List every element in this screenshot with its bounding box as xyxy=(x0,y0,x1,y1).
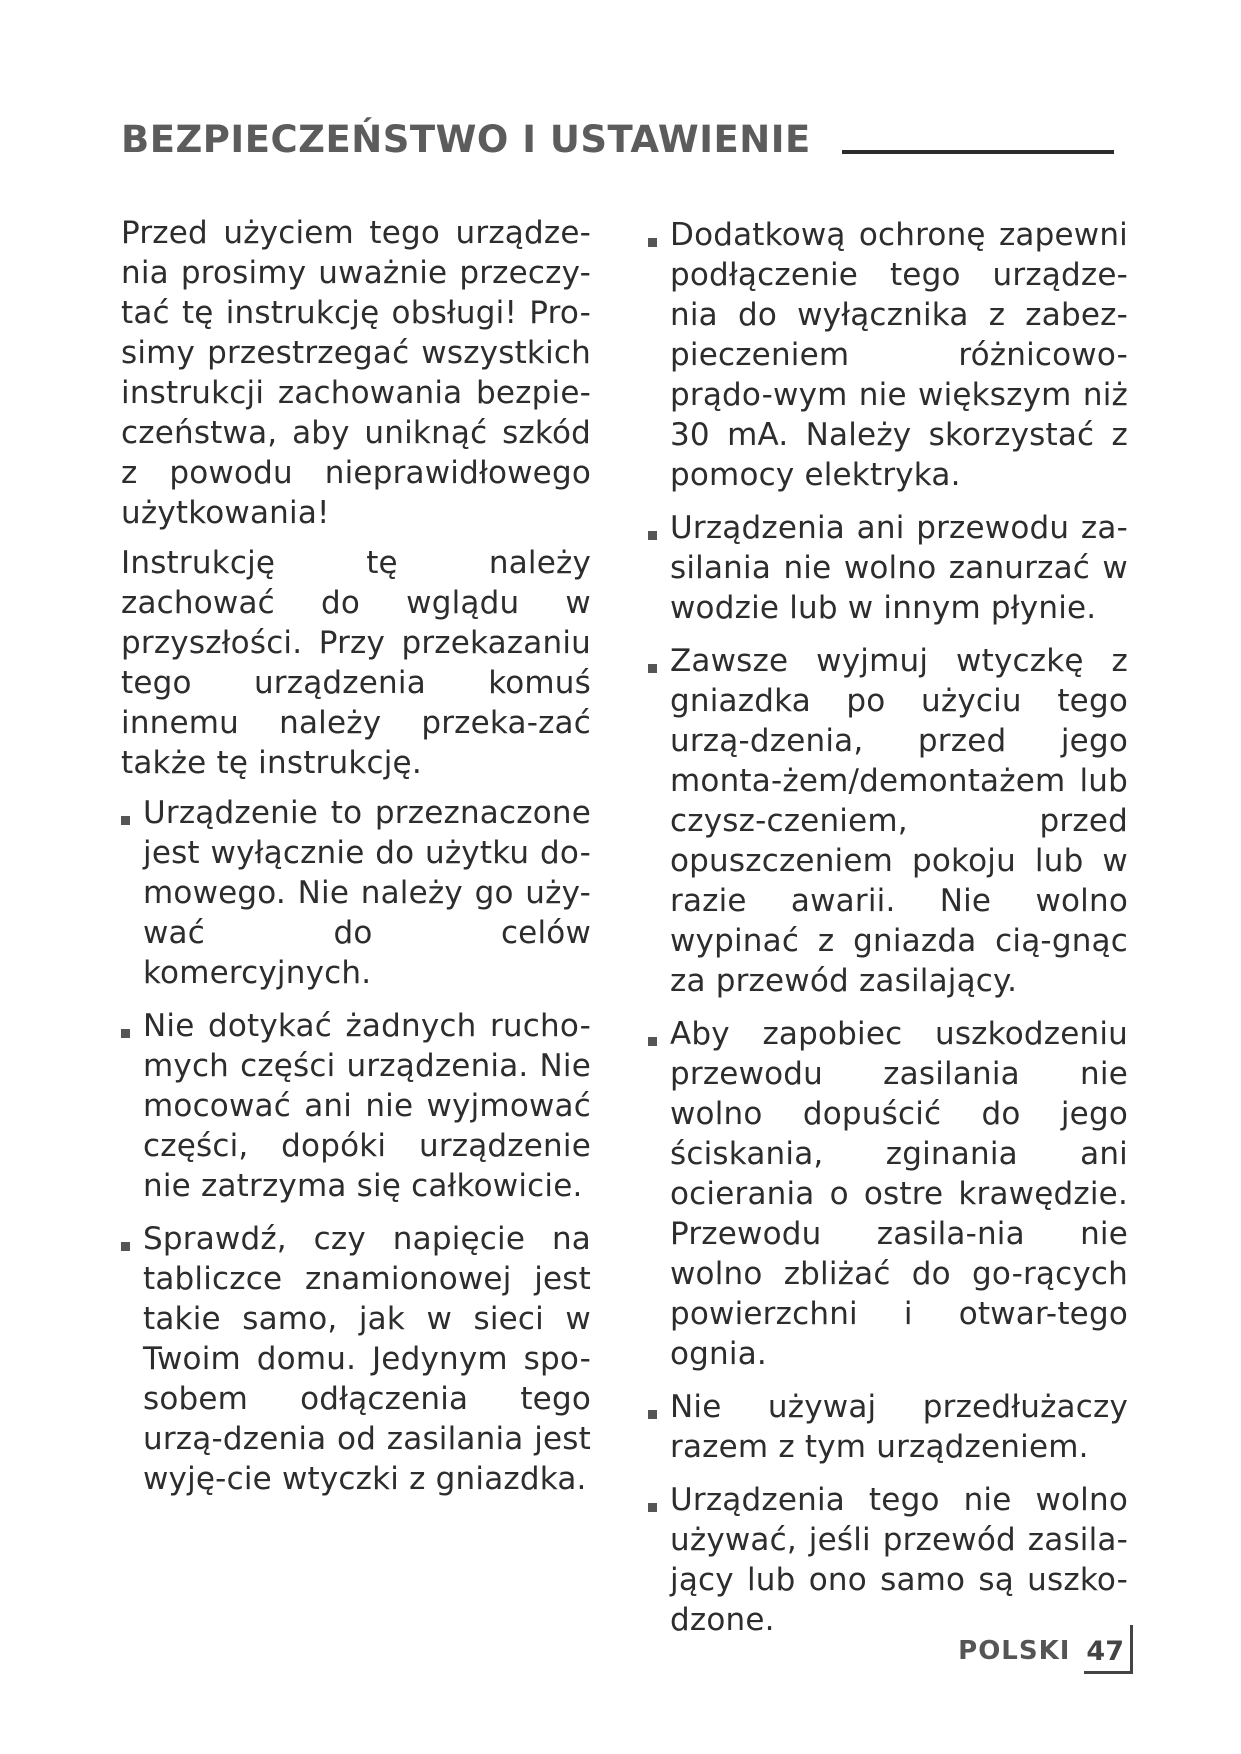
list-item: Sprawdź, czy napięcie na tabliczce znamionowej jest takie samo, jak w sieci w Twoim domu. Jedynym spo-sobem odłączenia tego urzą-dzenia od zasilania jest wyję-cie wtyczki z gniazdka. xyxy=(121,1219,591,1499)
left-bullet-list xyxy=(121,793,591,1499)
page-title: BEZPIECZEŃSTWO I USTAWIENIE xyxy=(121,118,811,161)
list-item: Urządzenia ani przewodu za-silania nie wolno zanurzać w wodzie lub w innym płynie. xyxy=(648,508,1128,628)
list-item: Dodatkową ochronę zapewni podłączenie tego urządze-nia do wyłącznika z zabez-pieczeniem różnicowo-prądo-wym nie większym niż 30 mA. Należy skorzystać z pomocy elektryka. xyxy=(648,215,1128,495)
keep-manual-paragraph: Instrukcję tę należy zachować do wglądu w przyszłości. Przy przekazaniu tego urządzenia komuś innemu należy przeka-zać także tę instrukcję. xyxy=(121,545,591,781)
title-rule xyxy=(842,150,1114,154)
list-item: Nie dotykać żadnych rucho-mych części urządzenia. Nie mocować ani nie wyjmować części, dopóki urządzenie nie zatrzyma się całkowicie. xyxy=(121,1006,591,1206)
bullet-square-icon xyxy=(121,1242,130,1251)
intro-paragraph: Przed użyciem tego urządze-nia prosimy uważnie przeczy-tać tę instrukcję obsługi! Pro-simy przestrzegać wszystkich instrukcji zachowania bezpie-czeństwa, aby uniknąć szkód z powodu nieprawidłowego użytkowania! xyxy=(121,215,591,531)
left-column xyxy=(121,213,591,1512)
bullet-square-icon xyxy=(648,531,657,540)
bullet-square-icon xyxy=(121,1029,130,1038)
page-footer xyxy=(958,1616,1133,1674)
bullet-square-icon xyxy=(648,1037,657,1046)
page-number: 47 xyxy=(1084,1625,1133,1674)
bullet-square-icon xyxy=(648,1410,657,1419)
right-column xyxy=(648,215,1128,1653)
bullet-square-icon xyxy=(648,238,657,247)
bullet-square-icon xyxy=(648,1503,657,1512)
list-item: Aby zapobiec uszkodzeniu przewodu zasilania nie wolno dopuścić do jego ściskania, zginania ani ocierania o ostre krawędzie. Przewodu zasila-nia nie wolno zbliżać do go-rących powierzchni i otwar-tego ognia. xyxy=(648,1014,1128,1374)
bullet-square-icon xyxy=(121,816,130,825)
right-bullet-list xyxy=(648,215,1128,1640)
bullet-square-icon xyxy=(648,664,657,673)
list-item: Urządzenia tego nie wolno używać, jeśli przewód zasila-jący lub ono samo są uszko-dzone. xyxy=(648,1480,1128,1640)
list-item: Zawsze wyjmuj wtyczkę z gniazdka po użyciu tego urzą-dzenia, przed jego monta-żem/demontażem lub czysz-czeniem, przed opuszczeniem pokoju lub w razie awarii. Nie wolno wypinać z gniazda cią-gnąc za przewód zasilający. xyxy=(648,641,1128,1001)
footer-language: POLSKI xyxy=(958,1636,1071,1666)
list-item: Nie używaj przedłużaczy razem z tym urządzeniem. xyxy=(648,1387,1128,1467)
list-item: Urządzenie to przeznaczone jest wyłącznie do użytku do-mowego. Nie należy go uży-wać do celów komercyjnych. xyxy=(121,793,591,993)
